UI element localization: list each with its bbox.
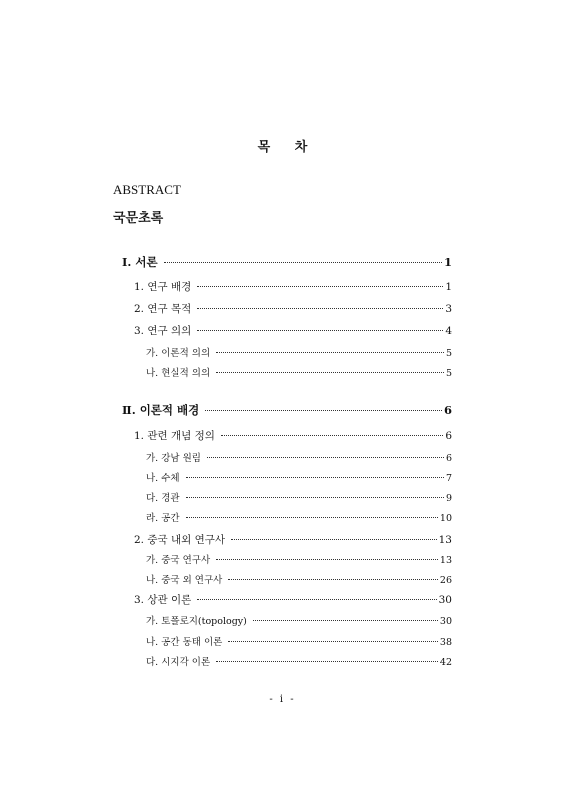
toc-entry-page-number: 5 [445, 348, 452, 359]
dot-leader [197, 599, 436, 600]
dot-leader [205, 410, 442, 411]
toc-entry-label: 라. 공간 [146, 513, 180, 524]
dot-leader [216, 352, 444, 353]
toc-entry-label: 가. 중국 연구사 [146, 555, 211, 566]
toc-entry-page-number: 6 [445, 430, 452, 442]
toc-entry-label: 2. 중국 내외 연구사 [134, 534, 226, 546]
dot-leader [197, 286, 443, 287]
toc-entry[interactable] [134, 323, 452, 338]
toc-entry-page-number: 38 [439, 637, 452, 648]
toc-entry[interactable] [122, 254, 452, 270]
dot-leader [216, 559, 438, 560]
toc-entry-label: 가. 이론적 의의 [146, 348, 211, 359]
toc-entry-page-number: 6 [445, 453, 452, 464]
toc-entry[interactable] [146, 572, 452, 586]
toc-entry-page-number: 26 [439, 575, 452, 586]
dot-leader [207, 457, 444, 458]
dot-leader [186, 497, 444, 498]
toc-entry-label: 나. 중국 외 연구사 [146, 575, 223, 586]
toc-entry-label: 3. 상관 이론 [134, 594, 192, 606]
toc-entry-label: 3. 연구 의의 [134, 325, 192, 337]
dot-leader [216, 372, 444, 373]
toc-entry-page-number: 7 [445, 473, 452, 484]
dot-leader [231, 539, 437, 540]
toc-entry[interactable] [146, 450, 452, 464]
toc-entry-page-number: 10 [439, 513, 452, 524]
toc-entry-label: 다. 경관 [146, 493, 180, 504]
toc-entry-label: 나. 현실적 의의 [146, 368, 211, 379]
toc-entry-label: Ⅰ. 서론 [122, 255, 158, 269]
toc-entry-page-number: 13 [439, 555, 452, 566]
dot-leader [186, 477, 444, 478]
toc-entry-page-number: 30 [438, 594, 452, 606]
toc-entry[interactable] [146, 613, 452, 627]
toc-entry-page-number: 6 [443, 403, 452, 417]
toc-entry[interactable] [134, 279, 452, 294]
toc-entry[interactable] [146, 510, 452, 524]
toc-entry[interactable] [122, 402, 452, 418]
toc-entry-label: 1. 연구 배경 [134, 281, 192, 293]
toc-entry[interactable] [134, 592, 452, 607]
toc-entry[interactable] [146, 654, 452, 668]
dot-leader [197, 308, 443, 309]
toc-entry-label: 가. 토폴로지(topology) [146, 616, 247, 627]
toc-entry-page-number: 5 [445, 368, 452, 379]
dot-leader [228, 579, 438, 580]
toc-entry-page-number: 9 [445, 493, 452, 504]
toc-entry-label: 나. 수체 [146, 473, 180, 484]
toc-entry-page-number: 30 [439, 616, 452, 627]
dot-leader [164, 262, 442, 263]
toc-entry[interactable] [134, 428, 452, 443]
toc-entry[interactable] [146, 365, 452, 379]
toc-entry-page-number: 1 [443, 255, 452, 269]
toc-entry-label: 1. 관련 개념 정의 [134, 430, 215, 442]
dot-leader [216, 661, 438, 662]
toc-entry-page-number: 4 [445, 325, 452, 337]
dot-leader [228, 641, 438, 642]
toc-entry-label: Ⅱ. 이론적 배경 [122, 403, 200, 417]
toc-entry[interactable] [146, 552, 452, 566]
toc-entry[interactable] [134, 532, 452, 547]
abstract-heading: ABSTRACT [113, 182, 181, 197]
toc-entry-label: 가. 강남 원림 [146, 453, 201, 464]
toc-entry-page-number: 42 [439, 657, 452, 668]
toc-entry-page-number: 1 [445, 281, 452, 293]
dot-leader [186, 517, 438, 518]
dot-leader [197, 330, 443, 331]
toc-entry-page-number: 3 [445, 303, 452, 315]
korean-abstract-heading: 국문초록 [113, 210, 164, 225]
page-number-footer: - i - [269, 694, 296, 705]
toc-entry-label: 2. 연구 목적 [134, 303, 192, 315]
toc-entry[interactable] [146, 634, 452, 648]
dot-leader [253, 620, 438, 621]
toc-entry[interactable] [146, 345, 452, 359]
toc-entry[interactable] [134, 301, 452, 316]
toc-entry[interactable] [146, 490, 452, 504]
dot-leader [221, 435, 443, 436]
page-title: 목 차 [257, 140, 318, 155]
toc-entry-page-number: 13 [438, 534, 452, 546]
toc-entry[interactable] [146, 470, 452, 484]
toc-entry-label: 나. 공간 동태 이론 [146, 637, 223, 648]
toc-entry-label: 다. 시지각 이론 [146, 657, 211, 668]
